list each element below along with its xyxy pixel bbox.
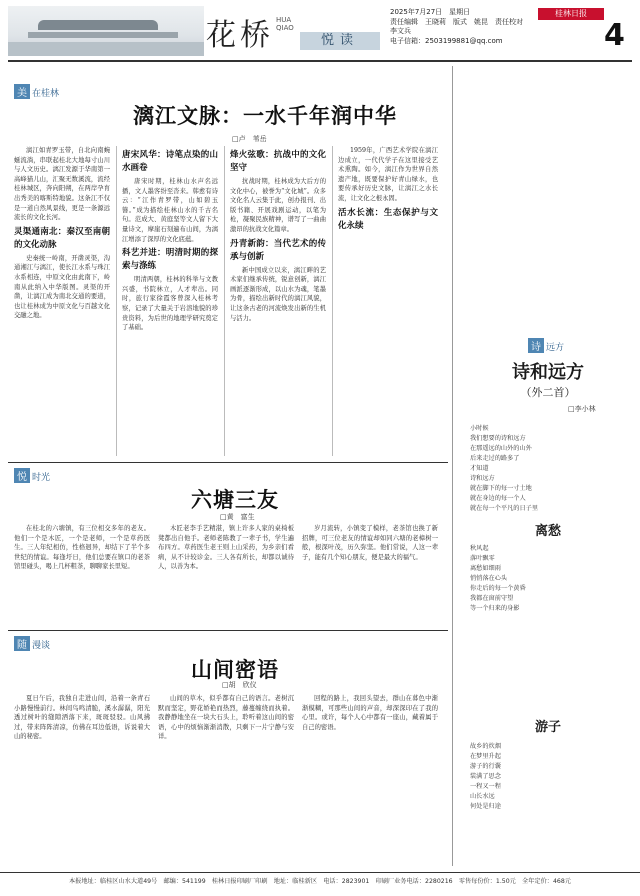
issue-date: 2025年7月27日 星期日 xyxy=(390,8,471,16)
byline-top: □卢 苇岳 xyxy=(232,135,267,143)
poem-line: 离愁如细雨 xyxy=(470,565,501,572)
headline-top: 漓江文脉：一水千年润中华 xyxy=(133,103,397,128)
tag-sub: 漫谈 xyxy=(32,641,51,651)
paragraph: 回程的路上，我回头望去，群山在暮色中渐渐模糊，可那些山间的声音，却深深印在了我的心里。或许，每个人心中都有一座山，藏着属于自己的密语。 xyxy=(302,695,438,731)
masthead-bridge-image xyxy=(8,6,204,56)
poem-line: 故乡的炊烟 xyxy=(470,743,501,750)
poem-line: 何处是归途 xyxy=(470,803,501,810)
subheading: 烽火弦歌：抗战中的文化坚守 xyxy=(230,150,326,173)
poem-line: 悄悄落在心头 xyxy=(470,575,508,582)
section-tag-top xyxy=(14,84,59,99)
poem-line: 山长水远 xyxy=(470,793,495,800)
tag-main: 诗 xyxy=(528,338,544,353)
dateline xyxy=(390,8,530,46)
top-col-2 xyxy=(122,146,218,456)
paragraph: 史秦统一岭南，开凿灵渠，沟通湘江与漓江，使长江水系与珠江水系相连，中原文化由此南下，岭南从此纳入中华版图。灵渠的开凿，让漓江成为南北交通的要道，也让桂林成为中原文化与百越文化交融之地。 xyxy=(14,254,110,320)
poem-line: 落叶飘零 xyxy=(470,555,495,562)
tag-sub: 远方 xyxy=(546,343,565,353)
poem-line: 就在脚下的每一寸土地 xyxy=(470,485,532,492)
tag-sub: 在桂林 xyxy=(32,89,60,99)
section-label: 悦读 xyxy=(300,32,380,50)
poem-line: 你走后的每一个黄昏 xyxy=(470,585,526,592)
poem-line: 诗和远方 xyxy=(470,475,495,482)
section-tag-middle xyxy=(14,468,50,483)
subheading: 活水长流：生态保护与文化永续 xyxy=(338,207,438,231)
tag-main: 随 xyxy=(14,636,30,651)
middle-col-2 xyxy=(158,524,294,620)
header-rule xyxy=(8,60,632,62)
paragraph: 夏日午后，我独自走进山间，沿着一条青石小路慢慢前行。林间鸟鸣清脆，溪水潺潺，阳光透过树叶的缝隙洒落下来，斑斑驳驳。山风拂过，带来阵阵清凉，仿佛在耳边低语，诉说着大山的秘密。 xyxy=(14,695,150,741)
page-number: 4 xyxy=(604,18,625,53)
byline-middle: □黄 富生 xyxy=(220,513,255,521)
paragraph: 漓江如青罗玉带，自北向南蜿蜒流淌，串联起桂北大地每寸山川与人文历史。漓江发源于华南第一高峰猫儿山，汇聚无数溪流，流经桂林城区，奔向阳朔，在两岸孕育出秀美的喀斯特地貌。这条江不仅是一道自然风景线，更是一条源远流长的文化长河。 xyxy=(14,147,110,222)
poem-line: 游子的行囊 xyxy=(470,763,501,770)
paper-name-logo: 桂林日报 xyxy=(538,8,604,20)
footer: 本报地址：临桂区山水大道49号 邮编：541199 桂林日报印刷厂印刷 地址：临桂新区 电话：2823901 印刷厂业务电话：2280216 零售每份价：1.50元 全年定价：468元 xyxy=(0,872,640,891)
poem-line: 等一个归来的身影 xyxy=(470,605,520,612)
editor-credits: 责任编辑 王晓莉 版式 姚昆 责任校对 李文兵 xyxy=(390,17,530,35)
headline-bottom: 山间密语 xyxy=(191,657,279,682)
paragraph: 岁月流转，小镇变了模样，老茶馆也换了新招牌，可三位老友的情谊却如同六塘的老樟树一般，根深叶茂，历久弥坚。他们常说，人这一辈子，能有几个知心朋友，便是最大的福气。 xyxy=(302,525,438,561)
tag-main: 美 xyxy=(14,84,30,99)
section-title-pinyin: HUA QIAO xyxy=(276,16,294,32)
poem-line: 一程又一程 xyxy=(470,783,501,790)
poem-byline: □李小林 xyxy=(568,405,596,413)
poem-line: 装满了思念 xyxy=(470,773,501,780)
subheading: 唐宋风华：诗笔点染的山水画卷 xyxy=(122,150,218,173)
paragraph: 明清两朝，桂林的科举与文教兴盛，书院林立，人才辈出。同时，旅行家徐霞客曾深入桂林考察，记录了大量关于岩溶地貌的珍贵资料，为后世的地理学研究奠定了基础。 xyxy=(122,276,218,332)
paragraph: 新中国成立以来，漓江畔的艺术家们继承传统，锐意创新，漓江画派逐渐形成，以山水为魂，笔墨为骨，描绘出新时代的漓江风貌，让这条古老的河流焕发出新的生机与活力。 xyxy=(230,266,326,322)
bottom-col-2 xyxy=(158,694,294,866)
poem-title: 诗和远方 xyxy=(512,362,584,383)
tag-main: 悦 xyxy=(14,468,30,483)
masthead xyxy=(0,0,640,64)
subheading: 灵渠通南北：秦汉至南朝的文化动脉 xyxy=(14,226,110,250)
headline-middle: 六塘三友 xyxy=(191,487,279,512)
poem-line: 就在每一个平凡的日子里 xyxy=(470,505,539,512)
paragraph: 1959年，广西艺术学院在漓江边成立，一代代学子在这里接受艺术熏陶。如今，漓江作为世界自然遗产地，既要保护好青山绿水，也要传承好历史文脉，让漓江之水长流，让文化之根永固。 xyxy=(338,147,438,202)
section-tag-bottom xyxy=(14,636,50,651)
poem-line: 小时候 xyxy=(470,425,489,432)
bottom-col-3 xyxy=(302,694,438,866)
paragraph: 木匠老李手艺精湛，镇上许多人家的桌椅板凳都出自他手。老师老陈教了一辈子书，学生遍布四方。草药医生老王则上山采药，为乡亲们看病，从不计较诊金。三人各有所长，却都以诚待人，以善为本。 xyxy=(158,525,294,571)
poem-line: 才知道 xyxy=(470,465,489,472)
poem-line: 在那遥远的山外的山外 xyxy=(470,445,532,452)
poem-title-3: 游子 xyxy=(534,720,561,735)
top-col-4 xyxy=(338,146,438,456)
poem-lines-1 xyxy=(470,424,626,514)
paragraph: 在桂北的六塘镇，有三位相交多年的老友。他们一个是木匠，一个是老师，一个是草药医生。三人年纪相仿，性格迥异，却结下了半个多世纪的情谊。每逢圩日，他们总要在镇口的老茶馆里碰头，喝上几杯粗茶，聊聊家长里短。 xyxy=(14,525,150,571)
poem-title-2: 离愁 xyxy=(534,524,561,539)
tag-sub: 时光 xyxy=(32,473,51,483)
poem-line: 在梦里升起 xyxy=(470,753,501,760)
middle-col-3 xyxy=(302,524,438,620)
top-col-3 xyxy=(230,146,326,456)
bottom-col-1 xyxy=(14,694,150,866)
subheading: 丹青新韵：当代艺术的传承与创新 xyxy=(230,238,326,262)
poem-line: 我都在窗前守望 xyxy=(470,595,514,602)
paragraph: 抗战时期，桂林成为大后方的文化中心，被誉为“文化城”。众多文化名人云集于此，创办报刊、出版书籍、开展戏剧运动，以笔为枪，凝聚民族精神，谱写了一曲曲激昂的抗战文化篇章。 xyxy=(230,178,326,233)
poem-lines-2 xyxy=(470,544,626,614)
contact-email: 电子信箱：2503199881@qq.com xyxy=(390,36,503,45)
paragraph: 唐宋时期，桂林山水声名远播，文人墨客纷至沓来。韩愈有诗云：“江作青罗带，山如碧玉簪。”成为描绘桂林山水的千古名句。范成大、黄庭坚等文人留下大量诗文，摩崖石刻遍布山间，为漓江增添了深厚的文化底蕴。 xyxy=(122,178,218,243)
poem-lines-3 xyxy=(470,742,626,812)
poem-subtitle: （外二首） xyxy=(520,386,576,399)
poem-line: 就在身边的每一个人 xyxy=(470,495,526,502)
paragraph: 山间的草木，似乎都有自己的语言。老树沉默而坚定，野花娇艳而热烈，藤蔓缠绕而执着。我静静地坐在一块大石头上，聆听着这山间的密语，心中的烦恼渐渐消散，只剩下一片宁静与安详。 xyxy=(158,695,294,741)
poem-line: 后来走过的路多了 xyxy=(470,455,520,462)
section-title: 花桥 xyxy=(206,18,274,53)
top-col-1 xyxy=(14,146,110,456)
middle-col-1 xyxy=(14,524,150,620)
poem-line: 我们想要的诗和远方 xyxy=(470,435,526,442)
subheading: 科艺并进：明清时期的探索与涤练 xyxy=(122,248,218,272)
section-tag-poem xyxy=(528,338,564,353)
poem-line: 秋风起 xyxy=(470,545,489,552)
byline-bottom: □胡 欣仪 xyxy=(222,681,257,689)
